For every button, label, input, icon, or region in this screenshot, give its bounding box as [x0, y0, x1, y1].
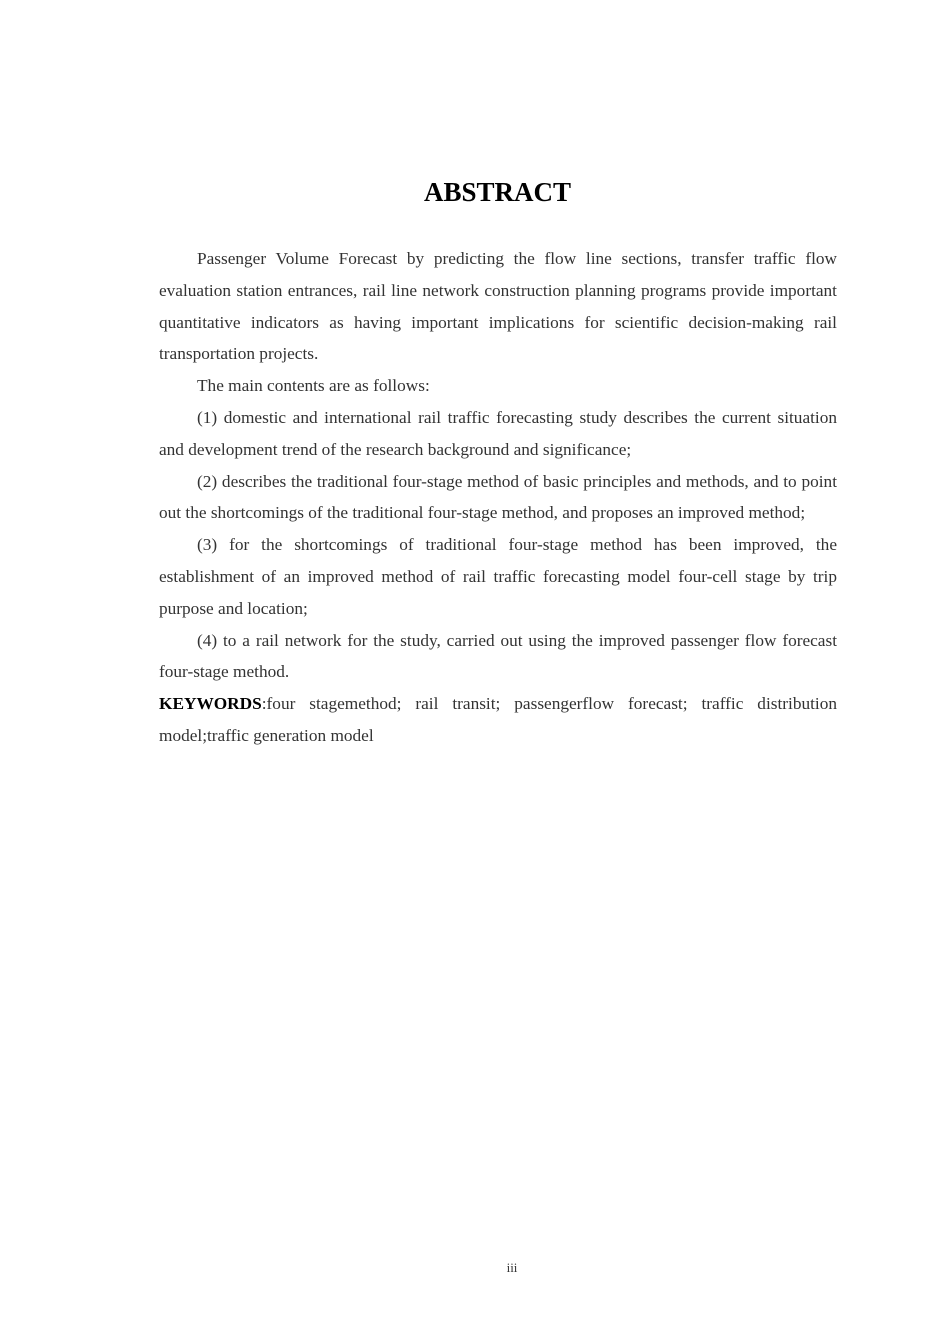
- abstract-paragraph-item-2: (2) describes the traditional four-stage method of basic principles and methods, and to point out the shortcomings of the traditional four-stage method, and proposes an improved method;: [159, 471, 837, 523]
- abstract-paragraph-item-1: (1) domestic and international rail traffic forecasting study describes the current situation and development trend of the research background and significance;: [159, 407, 837, 459]
- keywords-line: [159, 688, 837, 752]
- keywords-label: KEYWORDS: [159, 694, 262, 714]
- page-title: ABSTRACT: [423, 177, 572, 207]
- abstract-paragraph-item-4: (4) to a rail network for the study, carried out using the improved passenger flow forecast four-stage method.: [159, 630, 837, 682]
- abstract-paragraph-intro: Passenger Volume Forecast by predicting the flow line sections, transfer traffic flow evaluation station entrances, rail line network construction planning programs provide important quantitative indicators as having important implications for scientific decision-making rail transportation projects.: [159, 249, 837, 364]
- page-number: iii: [506, 1260, 518, 1275]
- abstract-paragraph-contents-heading: The main contents are as follows:: [197, 376, 430, 396]
- keywords-text: :four stagemethod; rail transit; passengerflow forecast; traffic distribution model;traffic generation model: [159, 694, 837, 745]
- abstract-paragraph-item-3: (3) for the shortcomings of traditional four-stage method has been improved, the establishment of an improved method of rail traffic forecasting model four-cell stage by trip purpose and location;: [159, 535, 837, 618]
- abstract-body: [159, 243, 837, 752]
